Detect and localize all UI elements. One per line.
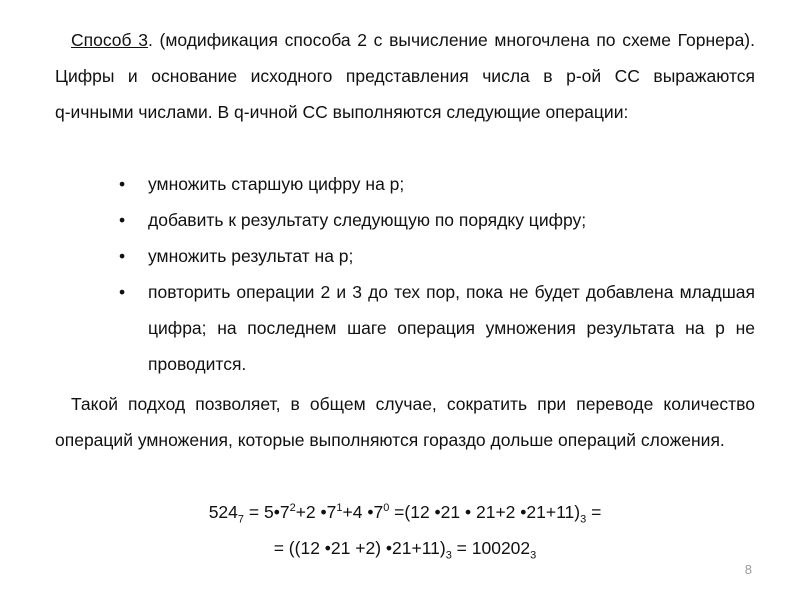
method-title-period: . (147, 30, 153, 50)
formula-part: = ((12 •21 +2) •21+11) (273, 538, 446, 558)
operations-list (55, 166, 755, 382)
list-item-text: добавить к результату следующую по порядку цифру; (148, 210, 587, 230)
list-item-text: повторить операции 2 и 3 до тех пор, пока не будет добавлена младшая цифра; на последнем шаге операция умножения результата на p не проводится. (148, 282, 755, 374)
formula-part: = 5•7 (244, 502, 290, 522)
list-item (55, 202, 755, 238)
formula-part: +2 •7 (295, 502, 337, 522)
method-title: Способ 3 (71, 30, 148, 50)
formula-line-1 (55, 494, 755, 530)
formula-part: = (586, 502, 602, 522)
list-item-text: умножить старшую цифру на p; (148, 174, 405, 194)
bullet-icon: • (119, 282, 126, 302)
formula-superscript: 2 (289, 502, 296, 515)
formula-superscript: 1 (336, 502, 343, 515)
formula-subscript: 7 (237, 513, 245, 526)
formula-subscript: 3 (580, 513, 587, 526)
bullet-icon: • (119, 210, 126, 230)
list-item (55, 274, 755, 382)
list-item (55, 238, 755, 274)
formula-part: +4 •7 (342, 502, 384, 522)
page-number: 8 (744, 562, 752, 577)
formula-subscript: 3 (530, 549, 537, 562)
formula-line-2 (55, 530, 755, 566)
intro-paragraph (55, 22, 755, 130)
list-item (55, 166, 755, 202)
conclusion-paragraph: Такой подход позволяет, в общем случае, сократить при переводе количество операций умножения, которые выполняются гораздо дольше операций сложения. (55, 394, 755, 450)
formula-part: =(12 •21 • 21+2 •21+11) (389, 502, 581, 522)
intro-text: (модификация способа 2 с вычисление многочлена по схеме Горнера). Цифры и основание исходного представления числа в p-ой СС выражаются q‑ичными числами. В q‑ичной СС выполняются следующие операции: (55, 30, 755, 122)
bullet-icon: • (119, 174, 126, 194)
formula-part: 524 (208, 502, 238, 522)
list-item-text: умножить результат на p; (148, 246, 354, 266)
formula-superscript: 0 (383, 502, 390, 515)
formula-part: = 100202 (451, 538, 531, 558)
formula-subscript: 3 (445, 549, 452, 562)
bullet-icon: • (119, 246, 126, 266)
